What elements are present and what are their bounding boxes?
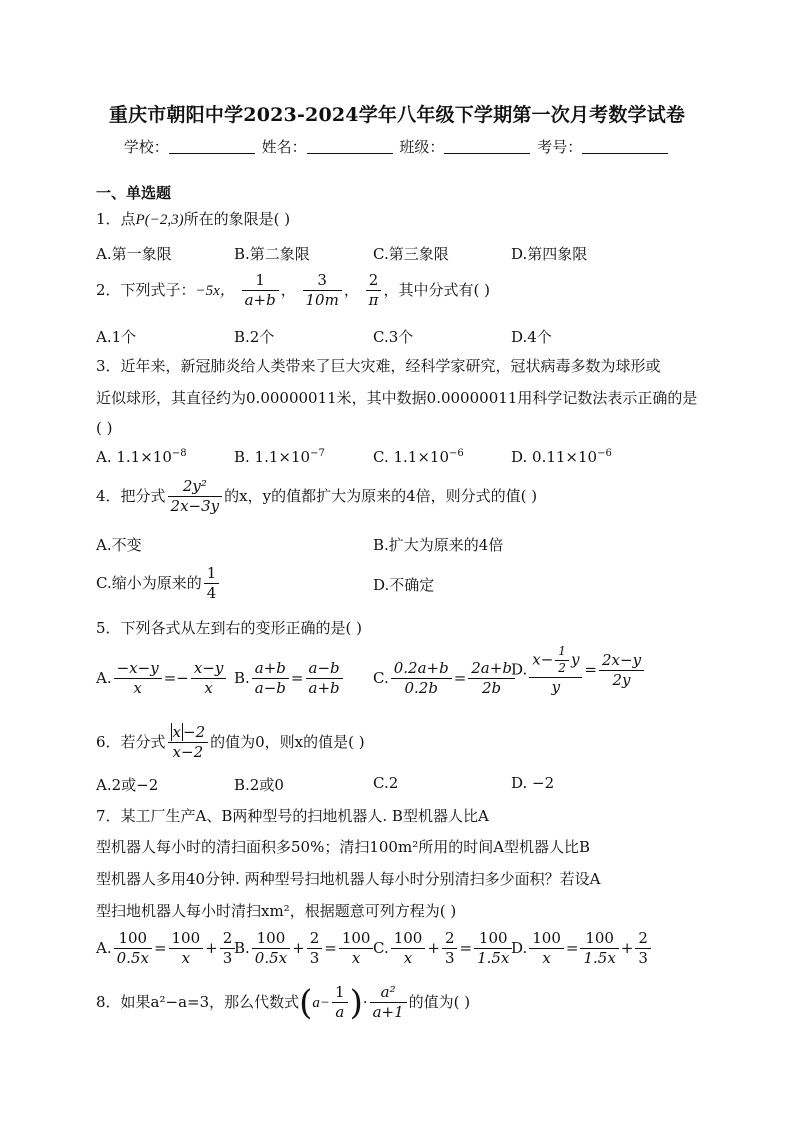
q3-line-3: ( ): [96, 419, 113, 437]
q3-option-c[interactable]: C. $1.1\times 10^{-6}$: [373, 448, 464, 466]
q7-line-4: 型扫地机器人每小时清扫xm²，根据题意可列方程为( ): [96, 902, 457, 920]
q6-fraction: $\frac{x -2}{x-2}$: [168, 724, 209, 762]
class-label: 班级：: [399, 138, 445, 156]
number-label: 考号：: [537, 138, 583, 156]
student-info-line: [0, 136, 794, 157]
exam-title: 重庆市朝阳中学2023-2024学年八年级下学期第一次月考数学试卷: [108, 104, 686, 126]
q7-line-1: 7．某工厂生产A、B两种型号的扫地机器人. B型机器人比A: [96, 807, 489, 825]
q4-option-b[interactable]: B.扩大为原来的4倍: [373, 536, 504, 554]
q4-option-d[interactable]: D.不确定: [373, 576, 435, 594]
q1-option-b[interactable]: B.第二象限: [234, 245, 310, 263]
name-blank[interactable]: [307, 139, 393, 154]
q2-stem-text-end: ，其中分式有( ): [383, 280, 490, 299]
q1-stem-text: 1．点: [96, 210, 136, 228]
q1-option-a[interactable]: A.第一象限: [96, 245, 172, 263]
q2-option-d[interactable]: D.4个: [511, 328, 552, 346]
question-5-stem: 5．下列各式从左到右的变形正确的是( ): [96, 619, 363, 637]
question-6-stem: [96, 724, 365, 762]
class-blank[interactable]: [444, 139, 530, 154]
q3-option-b[interactable]: B. $1.1\times 10^{-7}$: [234, 448, 325, 466]
q5-option-c[interactable]: C. $\frac{0.2a+b}{0.2b}$ = $\frac{2a+b}{2b}$: [373, 660, 517, 698]
q8-stem-text-end: 的值为( ): [408, 992, 471, 1011]
number-blank[interactable]: [582, 139, 668, 154]
name-label: 姓名：: [261, 138, 307, 156]
section-heading: 一、单选题: [96, 184, 172, 202]
q2-fraction-2: $\frac{3}{10m}$: [303, 272, 342, 310]
q1-point: P(−2,3): [135, 212, 184, 228]
q2-expr-1: −5x，: [195, 282, 235, 299]
q5-option-d[interactable]: D. x− $\frac{1}{2}$ y y = $\frac{2x-y}{2y}$: [511, 645, 646, 696]
q4-fraction: $\frac{\text{2y²}}{2x-3y}$: [168, 478, 223, 516]
q5-option-b[interactable]: B. $\frac{a+b}{a-b}$ = $\frac{a-b}{a+b}$: [234, 660, 345, 698]
q6-option-d[interactable]: D. −2: [511, 774, 555, 792]
q8-stem-text: 8．如果a²−a=3，那么代数式: [96, 992, 300, 1011]
q4-option-a[interactable]: A.不变: [96, 536, 142, 554]
q8-fraction: $\frac{\text{a²}}{a+1}$: [370, 984, 407, 1022]
q3-line-2: 近似球形，其直径约为0.00000011米，其中数据0.00000011用科学记数法表示正确的是: [96, 389, 698, 407]
q7-option-c[interactable]: C. $\frac{100}{x}$ + $\frac{2}{3}$ = $\frac{100}{1.5x}$: [373, 930, 514, 968]
q3-line-1: 3．近年来，新冠肺炎给人类带来了巨大灾难，经科学家研究，冠状病毒多数为球形或: [96, 357, 661, 375]
q7-option-a[interactable]: A. $\frac{100}{0.5x}$ = $\frac{100}{x}$ + $\frac{2}{3}$: [96, 930, 237, 968]
q1-option-c[interactable]: C.第三象限: [373, 245, 449, 263]
q2-option-b[interactable]: B.2个: [234, 328, 275, 346]
q7-option-d[interactable]: D. $\frac{100}{x}$ = $\frac{100}{1.5x}$ + $\frac{2}{3}$: [511, 930, 653, 968]
q3-option-a[interactable]: A. $1.1\times 10^{-8}$: [96, 448, 187, 466]
q4-stem-text: 4．把分式: [96, 486, 166, 505]
q7-line-2: 型机器人每小时的清扫面积多50%；清扫100m²所用的时间A型机器人比B: [96, 838, 591, 856]
q6-option-c[interactable]: C.2: [373, 774, 399, 792]
q2-option-c[interactable]: C.3个: [373, 328, 414, 346]
question-2-stem: 2．下列式子：−5x， $\frac{1}{a+b}$ ， $\frac{3}{10m}$ ， $\frac{2}{\pi}$ ，其中分式有( ): [96, 271, 490, 310]
q6-stem-text: 6．若分式: [96, 732, 166, 751]
q2-fraction-1: $\frac{1}{a+b}$: [242, 272, 279, 310]
question-1-stem: [96, 208, 290, 229]
question-8-stem: 8．如果a²−a=3，那么代数式(a− $\frac{1}{a}$ )· $\frac{\text{a²}}{a+1}$ 的值为( ): [96, 982, 471, 1023]
q6-stem-text-end: 的值为0，则x的值是( ): [210, 732, 365, 751]
q7-option-b[interactable]: B. $\frac{100}{0.5x}$ + $\frac{2}{3}$ = $\frac{100}{x}$: [234, 930, 375, 968]
q6-option-a[interactable]: A.2或−2: [96, 776, 159, 794]
q2-stem-text: 2．下列式子：: [96, 280, 196, 299]
q2-fraction-3: $\frac{2}{\pi}$: [366, 272, 382, 310]
q3-option-d[interactable]: D. $0.11\times 10^{-6}$: [511, 448, 612, 466]
question-4-stem: [96, 478, 537, 516]
q1-stem-text-end: 所在的象限是( ): [183, 210, 291, 228]
school-label: 学校：: [123, 138, 169, 156]
school-blank[interactable]: [169, 139, 255, 154]
q2-option-a[interactable]: A.1个: [96, 328, 137, 346]
q1-option-d[interactable]: D.第四象限: [511, 245, 588, 263]
q7-line-3: 型机器人多用40分钟. 两种型号扫地机器人每小时分别清扫多少面积？若设A: [96, 870, 601, 888]
q4-stem-text-end: 的x，y的值都扩大为原来的4倍，则分式的值( ): [224, 486, 538, 505]
q4-option-c[interactable]: C.缩小为原来的 $\frac{1}{4}$: [96, 565, 221, 603]
q6-option-b[interactable]: B.2或0: [234, 776, 284, 794]
q5-option-a[interactable]: A. $\frac{-x-y}{x}$ =− $\frac{x-y}{x}$: [96, 660, 228, 698]
